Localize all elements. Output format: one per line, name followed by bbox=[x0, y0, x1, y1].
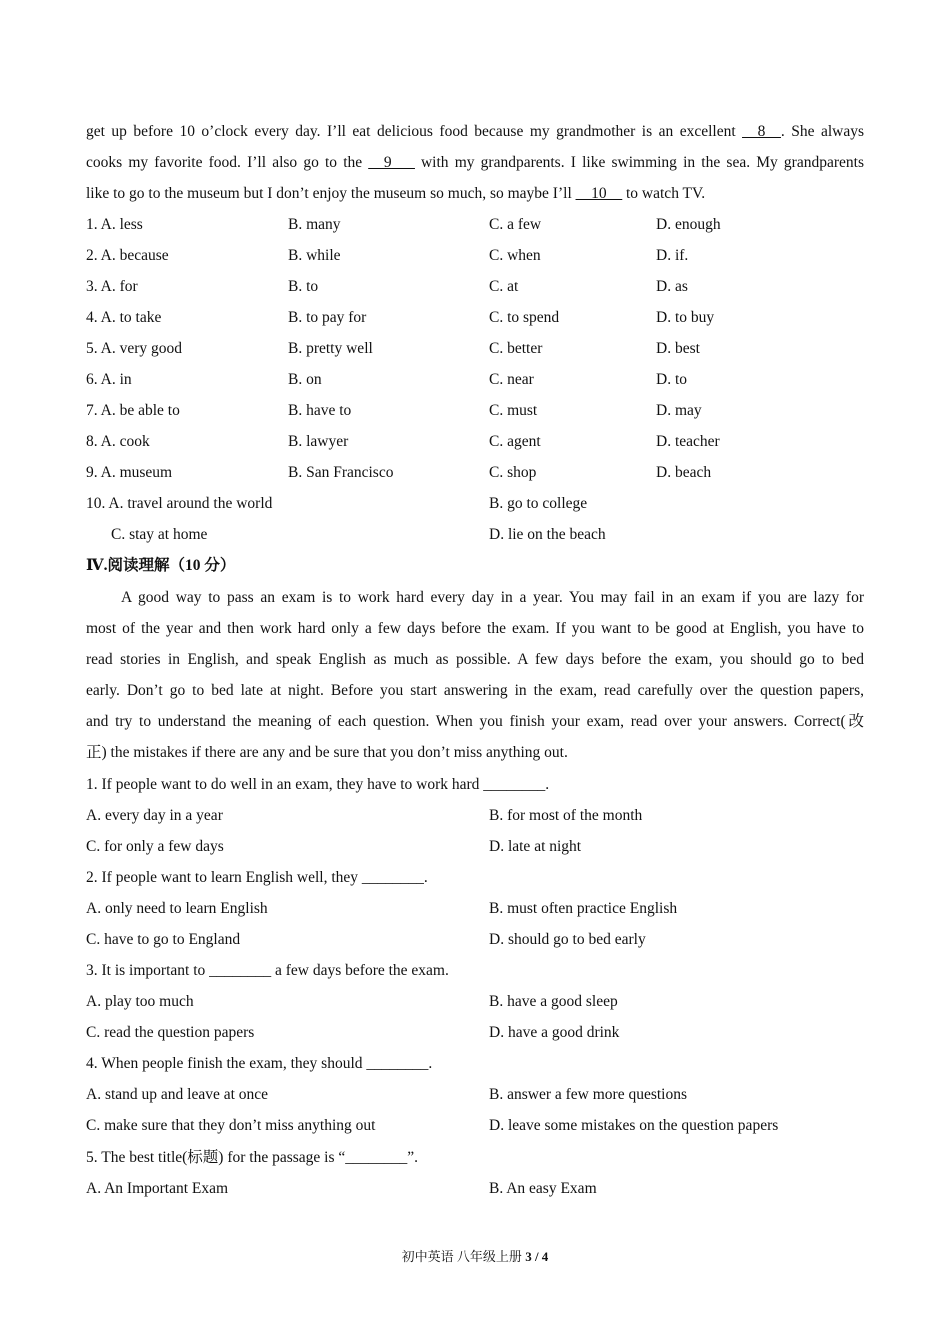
reading-q3-stem: 3. It is important to ________ a few days before the exam. bbox=[86, 962, 449, 979]
cloze-q5-option-d: D. best bbox=[656, 340, 700, 357]
cloze-q6-option-d: D. to bbox=[656, 371, 687, 388]
cloze-q8-option-d: D. teacher bbox=[656, 433, 720, 450]
cloze-q5-option-c: C. better bbox=[489, 340, 543, 357]
reading-q4-stem: 4. When people finish the exam, they should ________. bbox=[86, 1055, 433, 1072]
reading-q5-option-a: A. An Important Exam bbox=[86, 1180, 229, 1197]
cloze-q9-option-a: 9. A. museum bbox=[86, 464, 173, 481]
blank-8: __8__ bbox=[742, 123, 781, 140]
reading-passage-line-2: most of the year and then work hard only a few days before the exam. If you want to be good at English, you have to bbox=[86, 620, 864, 637]
cloze-q4-option-a: 4. A. to take bbox=[86, 309, 162, 326]
page-footer bbox=[0, 1246, 950, 1265]
cloze-q2-option-b: B. while bbox=[288, 247, 341, 264]
reading-q1-option-d: D. late at night bbox=[489, 838, 582, 855]
cloze-q8-option-b: B. lawyer bbox=[288, 433, 349, 450]
cloze-q1-option-c: C. a few bbox=[489, 216, 542, 233]
reading-passage-line-3: read stories in English, and speak English as much as possible. A few days before the exam, you should go to bed bbox=[86, 651, 864, 668]
cloze-q4-option-d: D. to buy bbox=[656, 309, 715, 326]
cloze-q4-option-b: B. to pay for bbox=[288, 309, 367, 326]
reading-q5-option-b: B. An easy Exam bbox=[489, 1180, 597, 1197]
reading-q2-option-c: C. have to go to England bbox=[86, 931, 241, 948]
cloze-q7-option-a: 7. A. be able to bbox=[86, 402, 180, 419]
cloze-q7-option-c: C. must bbox=[489, 402, 538, 419]
page-number: 3 / 4 bbox=[525, 1249, 549, 1264]
reading-q2-option-a: A. only need to learn English bbox=[86, 900, 268, 917]
reading-passage-line-6: 正) the mistakes if there are any and be sure that you don’t miss anything out. bbox=[86, 744, 568, 761]
cloze-q6-option-a: 6. A. in bbox=[86, 371, 132, 388]
cloze-passage-line-3: like to go to the museum but I don’t enjoy the museum so much, so maybe I’ll __10__ to watch TV. bbox=[86, 185, 706, 202]
cloze-q5-option-b: B. pretty well bbox=[288, 340, 373, 357]
cloze-q2-option-a: 2. A. because bbox=[86, 247, 169, 264]
cloze-q10-option-c: C. stay at home bbox=[111, 526, 208, 543]
reading-q2-option-b: B. must often practice English bbox=[489, 900, 678, 917]
cloze-q4-option-c: C. to spend bbox=[489, 309, 560, 326]
reading-q1-option-a: A. every day in a year bbox=[86, 807, 223, 824]
cloze-q3-option-b: B. to bbox=[288, 278, 319, 295]
cloze-q9-option-b: B. San Francisco bbox=[288, 464, 394, 481]
reading-q3-option-a: A. play too much bbox=[86, 993, 194, 1010]
reading-q4-option-c: C. make sure that they don’t miss anything out bbox=[86, 1117, 376, 1134]
cloze-q7-option-b: B. have to bbox=[288, 402, 352, 419]
cloze-q1-option-a: 1. A. less bbox=[86, 216, 143, 233]
blank-9: __9___ bbox=[368, 154, 415, 171]
cloze-q8-option-c: C. agent bbox=[489, 433, 541, 450]
cloze-q10-option-a: 10. A. travel around the world bbox=[86, 495, 273, 512]
reading-q4-option-d: D. leave some mistakes on the question papers bbox=[489, 1117, 779, 1134]
cloze-q1-option-b: B. many bbox=[288, 216, 341, 233]
reading-q4-option-b: B. answer a few more questions bbox=[489, 1086, 688, 1103]
footer-label: 初中英语 八年级上册 bbox=[401, 1249, 526, 1264]
cloze-q1-option-d: D. enough bbox=[656, 216, 721, 233]
cloze-q9-option-c: C. shop bbox=[489, 464, 537, 481]
reading-q1-option-b: B. for most of the month bbox=[489, 807, 643, 824]
cloze-q6-option-b: B. on bbox=[288, 371, 322, 388]
cloze-q2-option-d: D. if. bbox=[656, 247, 689, 264]
reading-q3-option-b: B. have a good sleep bbox=[489, 993, 618, 1010]
cloze-q10-option-b: B. go to college bbox=[489, 495, 588, 512]
reading-q1-stem: 1. If people want to do well in an exam, they have to work hard ________. bbox=[86, 776, 550, 793]
cloze-q2-option-c: C. when bbox=[489, 247, 541, 264]
reading-q2-option-d: D. should go to bed early bbox=[489, 931, 646, 948]
cloze-q5-option-a: 5. A. very good bbox=[86, 340, 183, 357]
cloze-passage-line-2: cooks my favorite food. I’ll also go to the __9___ with my grandparents. I like swimming in the sea. My grandparents bbox=[86, 154, 864, 171]
reading-passage-line-1: A good way to pass an exam is to work hard every day in a year. You may fail in an exam if you are lazy for bbox=[121, 589, 864, 606]
reading-q2-stem: 2. If people want to learn English well, they ________. bbox=[86, 869, 428, 886]
reading-passage-line-5: and try to understand the meaning of each question. When you finish your exam, read over your answers. Correct(改 bbox=[86, 713, 864, 730]
reading-q4-option-a: A. stand up and leave at once bbox=[86, 1086, 269, 1103]
cloze-passage-line-1: get up before 10 o’clock every day. I’ll eat delicious food because my grandmother is an excellent __8__. She always bbox=[86, 123, 864, 140]
cloze-q10-option-d: D. lie on the beach bbox=[489, 526, 606, 543]
cloze-q6-option-c: C. near bbox=[489, 371, 534, 388]
cloze-q3-option-d: D. as bbox=[656, 278, 688, 295]
cloze-q3-option-a: 3. A. for bbox=[86, 278, 138, 295]
cloze-q3-option-c: C. at bbox=[489, 278, 519, 295]
reading-q3-option-c: C. read the question papers bbox=[86, 1024, 255, 1041]
reading-q3-option-d: D. have a good drink bbox=[489, 1024, 620, 1041]
reading-passage-line-4: early. Don’t go to bed late at night. Before you start answering in the exam, read carefully over the question papers, bbox=[86, 682, 864, 699]
cloze-q9-option-d: D. beach bbox=[656, 464, 712, 481]
cloze-q8-option-a: 8. A. cook bbox=[86, 433, 150, 450]
reading-q5-stem: 5. The best title(标题) for the passage is “________”. bbox=[86, 1149, 419, 1166]
cloze-q7-option-d: D. may bbox=[656, 402, 702, 419]
reading-section-heading: Ⅳ.阅读理解（10 分） bbox=[86, 557, 236, 574]
blank-10: __10__ bbox=[575, 185, 623, 202]
reading-q1-option-c: C. for only a few days bbox=[86, 838, 224, 855]
